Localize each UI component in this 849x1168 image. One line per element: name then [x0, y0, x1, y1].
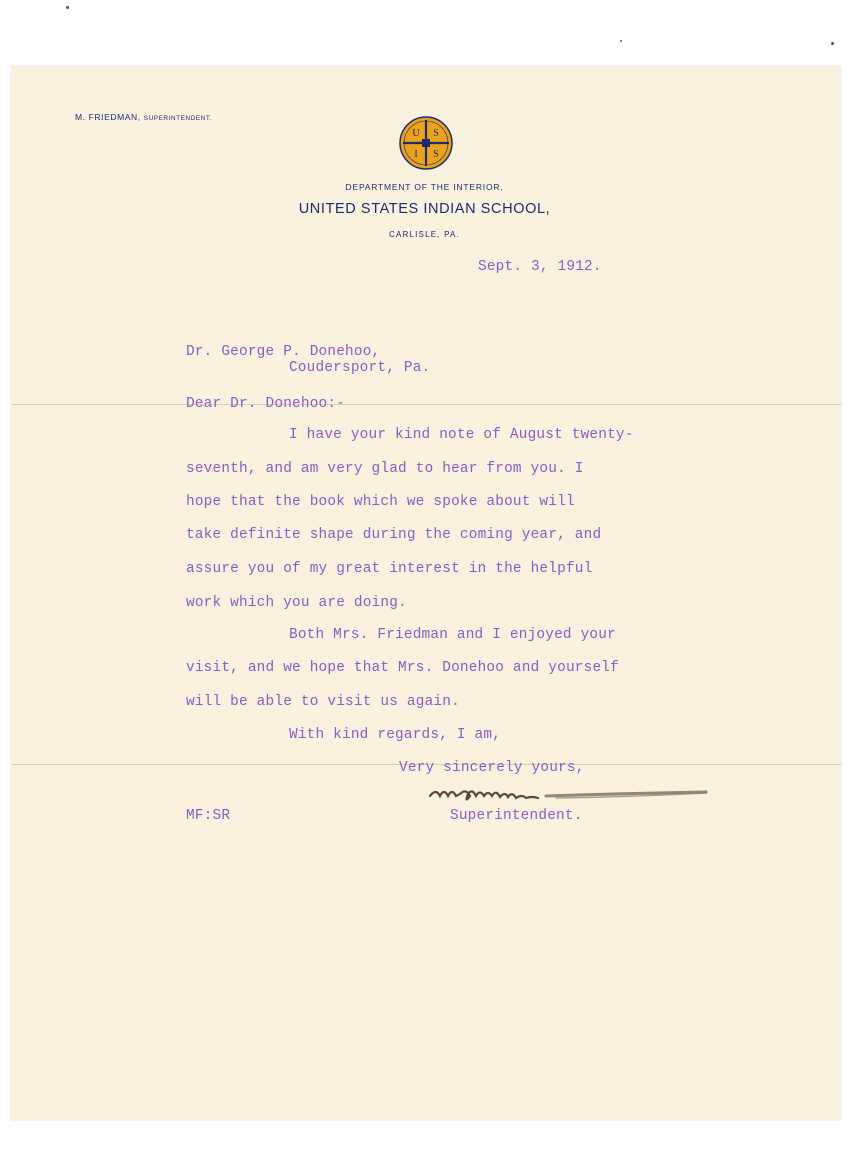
scan-speck — [831, 42, 834, 45]
typist-initials: MF:SR — [186, 808, 231, 824]
superintendent-name: M. FRIEDMAN, — [75, 112, 141, 122]
body-line: visit, and we hope that Mrs. Donehoo and yourself — [186, 660, 619, 676]
body-line: Both Mrs. Friedman and I enjoyed your — [289, 627, 616, 643]
recipient-location: Coudersport, Pa. — [289, 360, 431, 376]
body-line: take definite shape during the coming year, and — [186, 527, 602, 543]
closing-regards: With kind regards, I am, — [289, 727, 502, 743]
scan-speck — [620, 40, 622, 42]
body-line: seventh, and am very glad to hear from you. I — [186, 461, 584, 477]
body-line: will be able to visit us again. — [186, 694, 460, 710]
body-line: I have your kind note of August twenty- — [289, 427, 634, 443]
school-heading: UNITED STATES INDIAN SCHOOL, — [298, 201, 551, 217]
school-seal-icon — [399, 116, 453, 170]
body-line: work which you are doing. — [186, 595, 407, 611]
seal-letter: S — [433, 128, 439, 139]
recipient-name: Dr. George P. Donehoo, — [186, 344, 381, 360]
salutation: Dear Dr. Donehoo:- — [186, 396, 346, 412]
complimentary-close: Very sincerely yours, — [399, 760, 585, 776]
scan-speck — [66, 6, 69, 9]
body-line: hope that the book which we spoke about will — [186, 494, 575, 510]
fold-line-upper — [11, 404, 841, 405]
seal-letter: S — [433, 149, 439, 160]
seal-letter: I — [414, 149, 418, 160]
signer-title: Superintendent. — [450, 808, 583, 824]
seal-letter: U — [412, 128, 420, 139]
department-heading: DEPARTMENT OF THE INTERIOR, — [345, 182, 504, 192]
school-location: CARLISLE, PA. — [388, 230, 461, 239]
superintendent-title: SUPERINTENDENT. — [143, 115, 212, 122]
handwritten-signature — [426, 782, 711, 806]
letterhead-superintendent — [75, 112, 212, 122]
body-line: assure you of my great interest in the helpful — [186, 561, 593, 577]
letter-paper — [11, 66, 841, 1120]
letter-date: Sept. 3, 1912. — [478, 259, 602, 275]
